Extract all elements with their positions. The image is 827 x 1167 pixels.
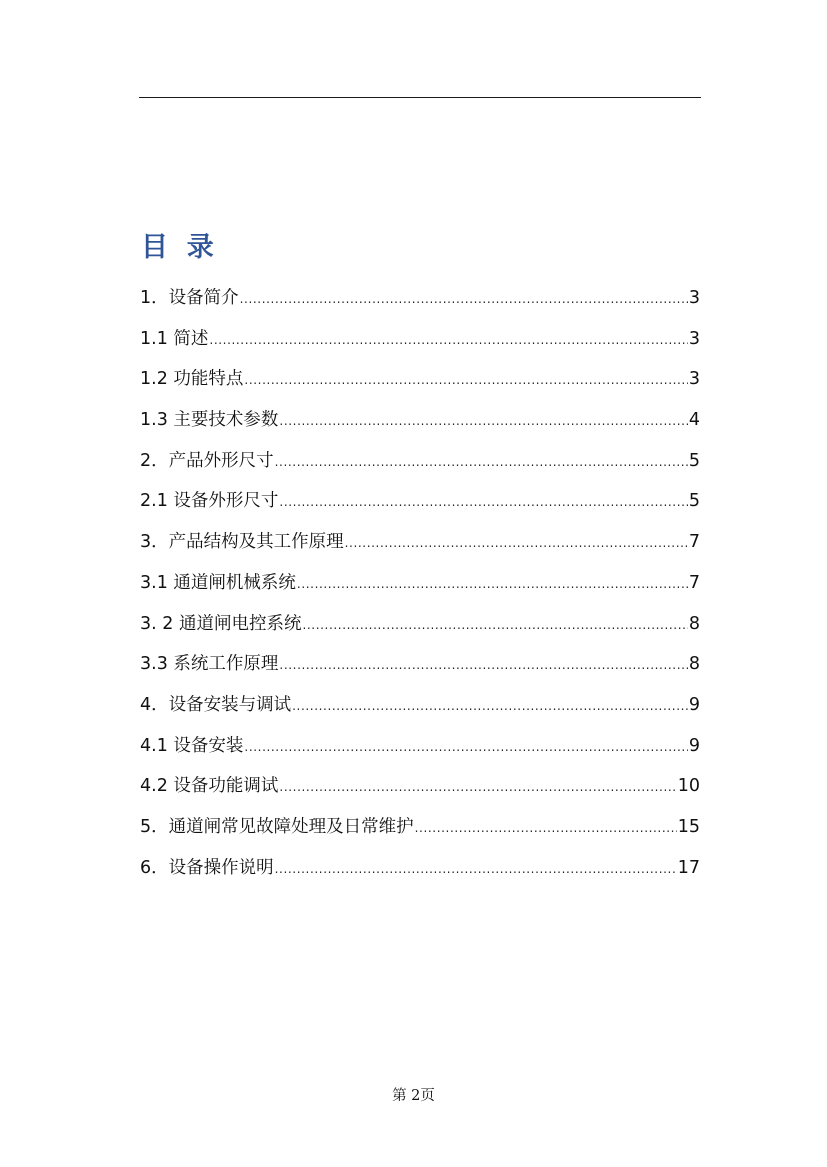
toc-entry-page: 17 bbox=[677, 857, 700, 878]
toc-entry[interactable] bbox=[140, 524, 700, 565]
toc-entry-page: 7 bbox=[688, 572, 700, 593]
toc-entry-page: 5 bbox=[688, 491, 700, 512]
toc-entry[interactable] bbox=[140, 646, 700, 687]
toc-dot-leader bbox=[302, 607, 687, 643]
toc-dot-leader bbox=[244, 729, 687, 765]
toc-dot-leader bbox=[240, 281, 688, 317]
toc-list bbox=[140, 280, 700, 890]
toc-entry-label: 1.3 主要技术参数 bbox=[140, 410, 279, 431]
toc-entry-page: 10 bbox=[677, 776, 700, 797]
toc-entry[interactable] bbox=[140, 768, 700, 809]
toc-entry-label: 5．通道闸常见故障处理及日常维护 bbox=[140, 816, 414, 837]
toc-entry[interactable] bbox=[140, 361, 700, 402]
toc-entry-page: 7 bbox=[688, 532, 700, 553]
toc-title: 目 录 bbox=[141, 232, 214, 263]
toc-entry-label: 1.2 功能特点 bbox=[140, 369, 244, 390]
toc-entry-label: 4．设备安装与调试 bbox=[140, 694, 292, 715]
toc-entry-label: 6．设备操作说明 bbox=[140, 857, 274, 878]
toc-dot-leader bbox=[275, 851, 677, 887]
toc-entry-label: 1．设备简介 bbox=[140, 288, 239, 308]
toc-dot-leader bbox=[297, 566, 688, 602]
toc-entry-page: 3 bbox=[688, 288, 700, 308]
toc-entry-page: 8 bbox=[688, 613, 700, 634]
toc-entry-page: 5 bbox=[688, 450, 700, 471]
toc-entry[interactable] bbox=[140, 321, 700, 362]
toc-entry-label: 3.3 系统工作原理 bbox=[140, 654, 279, 675]
toc-entry[interactable] bbox=[140, 280, 700, 321]
toc-entry[interactable] bbox=[140, 728, 700, 769]
toc-entry-label: 3．产品结构及其工作原理 bbox=[140, 532, 344, 553]
toc-dot-leader bbox=[279, 484, 687, 520]
toc-entry-label: 4.1 设备安装 bbox=[140, 735, 244, 756]
toc-entry[interactable] bbox=[140, 443, 700, 484]
toc-dot-leader bbox=[275, 444, 688, 480]
toc-entry-page: 9 bbox=[688, 694, 700, 715]
toc-entry-page: 3 bbox=[688, 369, 700, 390]
toc-dot-leader bbox=[279, 647, 687, 683]
toc-dot-leader bbox=[345, 525, 688, 561]
toc-entry[interactable] bbox=[140, 606, 700, 647]
toc-entry-page: 9 bbox=[688, 735, 700, 756]
toc-entry-label: 3.1 通道闸机械系统 bbox=[140, 572, 296, 593]
toc-dot-leader bbox=[209, 322, 687, 358]
toc-entry[interactable] bbox=[140, 565, 700, 606]
toc-entry-label: 2．产品外形尺寸 bbox=[140, 450, 274, 471]
toc-entry-page: 3 bbox=[688, 328, 700, 349]
header-rule bbox=[139, 97, 701, 98]
toc-dot-leader bbox=[244, 362, 687, 398]
toc-entry[interactable] bbox=[140, 850, 700, 891]
toc-entry-label: 3. 2 通道闸电控系统 bbox=[140, 613, 302, 634]
toc-entry[interactable] bbox=[140, 402, 700, 443]
toc-entry-label: 4.2 设备功能调试 bbox=[140, 776, 279, 797]
toc-entry-page: 4 bbox=[688, 410, 700, 431]
toc-entry-label: 2.1 设备外形尺寸 bbox=[140, 491, 279, 512]
toc-entry-page: 15 bbox=[677, 816, 700, 837]
toc-entry-page: 8 bbox=[688, 654, 700, 675]
toc-dot-leader bbox=[415, 810, 677, 846]
page-number: 第 2页 bbox=[392, 1088, 435, 1104]
toc-dot-leader bbox=[279, 769, 676, 805]
toc-entry[interactable] bbox=[140, 483, 700, 524]
toc-entry-label: 1.1 简述 bbox=[140, 328, 209, 349]
toc-dot-leader bbox=[292, 688, 688, 724]
toc-dot-leader bbox=[279, 403, 687, 439]
toc-entry[interactable] bbox=[140, 687, 700, 728]
toc-entry[interactable] bbox=[140, 809, 700, 850]
